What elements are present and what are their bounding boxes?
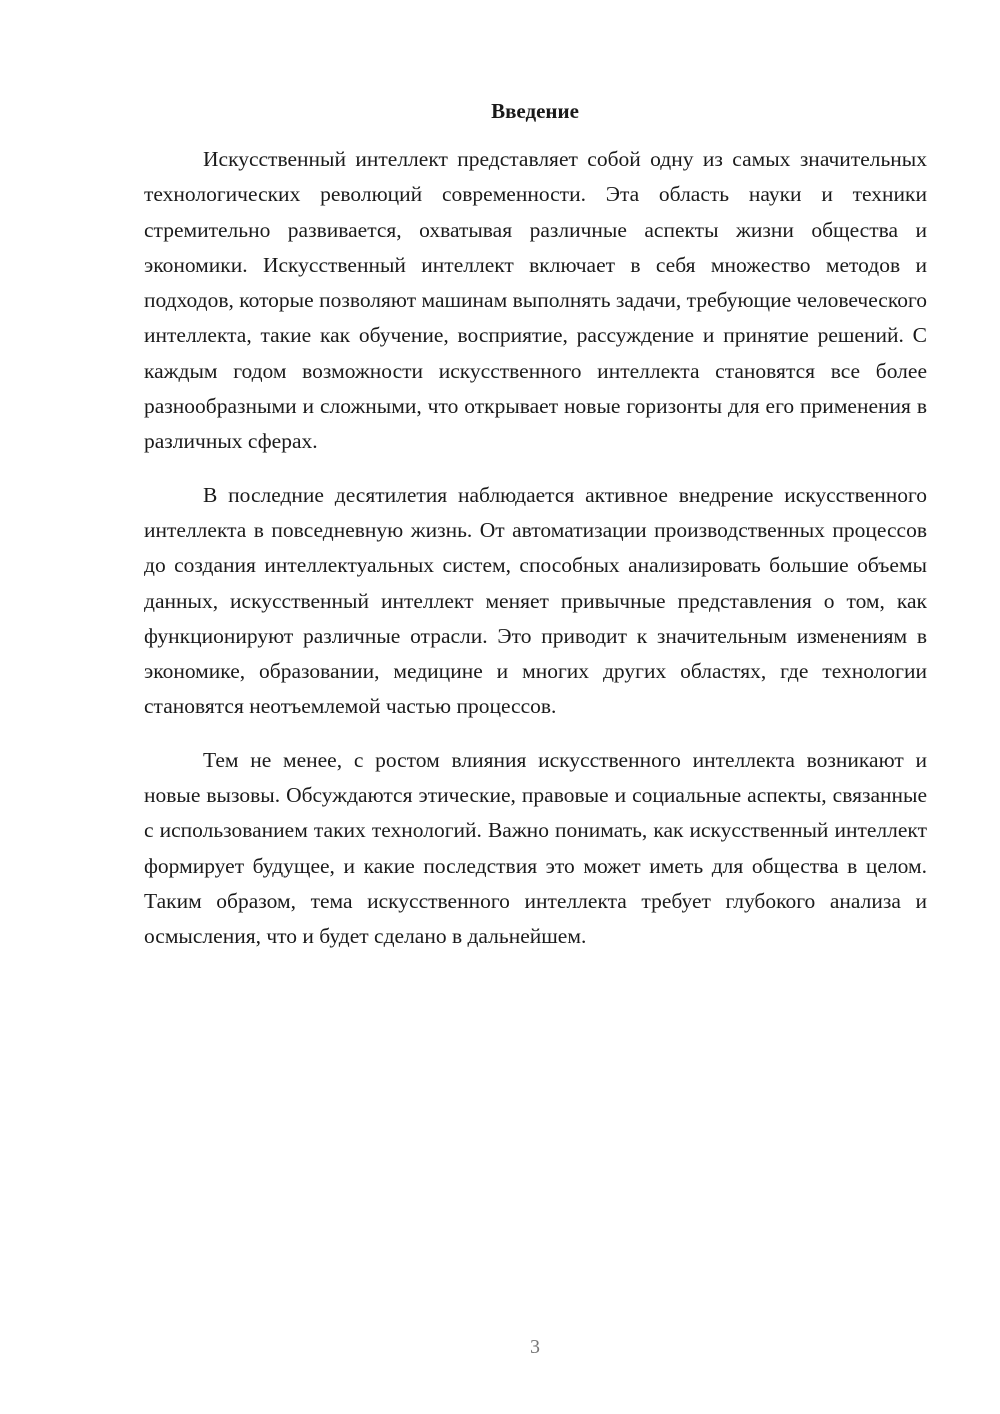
page-number: 3 [530,1336,540,1358]
paragraph-1: Искусственный интеллект представляет собой одну из самых значительных технологических революций современности. Эта область науки и техники стремительно развивается, охватывая различные аспекты жизни общества и экономики. Искусственный интеллект включает в себя множество методов и подходов, которые позволяют машинам выполнять задачи, требующие человеческого интеллекта, такие как обучение, восприятие, рассуждение и принятие решений. С каждым годом возможности искусственного интеллекта становятся все более разнообразными и сложными, что открывает новые горизонты для его применения в различных сферах. [144,147,927,454]
paragraph-3: Тем не менее, с ростом влияния искусственного интеллекта возникают и новые вызовы. Обсуждаются этические, правовые и социальные аспекты, связанные с использованием таких технологий. Важно понимать, как искусственный интеллект формирует будущее, и какие последствия это может иметь для общества в целом. Таким образом, тема искусственного интеллекта требует глубокого анализа и осмысления, что и будет сделано в дальнейшем. [144,747,927,949]
paragraph-2: В последние десятилетия наблюдается активное внедрение искусственного интеллекта в повседневную жизнь. От автоматизации производственных процессов до создания интеллектуальных систем, способных анализировать большие объемы данных, искусственный интеллект меняет привычные представления о том, как функционируют различные отрасли. Это приводит к значительным изменениям в экономике, образовании, медицине и многих других областях, где технологии становятся неотъемлемой частью процессов. [144,482,927,719]
section-heading: Введение [491,99,579,123]
body-text [144,142,927,973]
